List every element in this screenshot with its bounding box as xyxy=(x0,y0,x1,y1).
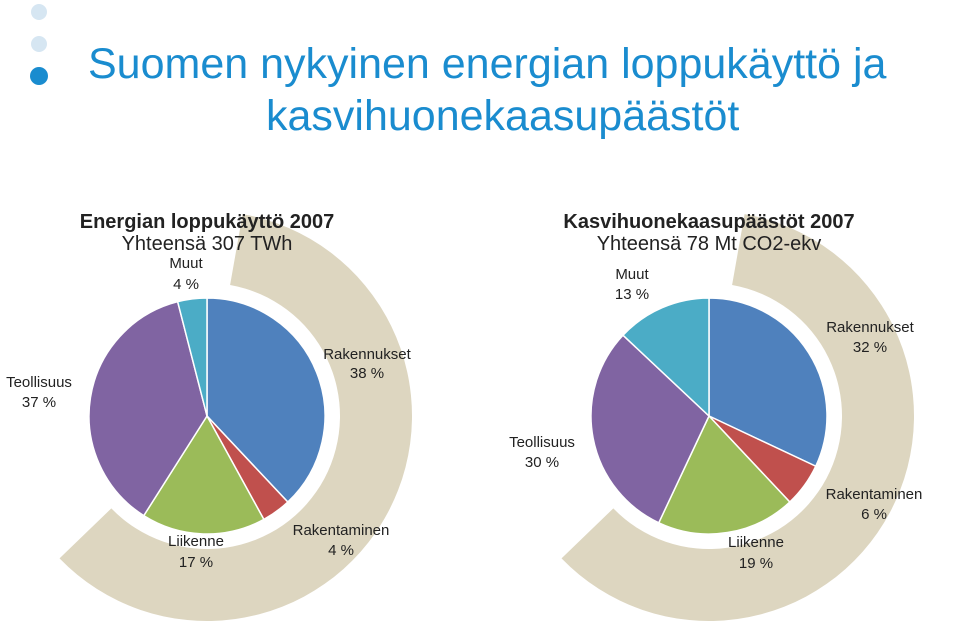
slice-label-muut: Muut xyxy=(169,255,203,272)
slice-label-rakentaminen: Rakentaminen xyxy=(292,522,390,539)
chart-subtitle: Yhteensä 78 Mt CO2-ekv xyxy=(596,233,822,255)
slice-value-liikenne: 17 % xyxy=(178,554,214,571)
slice-label-liikenne: Liikenne xyxy=(728,534,784,551)
slice-value-rakennukset: 38 % xyxy=(349,365,385,382)
pie-chart-2 xyxy=(509,211,922,621)
slice-label-muut: Muut xyxy=(615,266,649,283)
slice-label-rakennukset: Rakennukset xyxy=(323,346,411,363)
slide-title-line-2: kasvihuonekaasupäästöt xyxy=(266,92,740,140)
pie-chart-1 xyxy=(6,211,412,621)
chart-title: Kasvihuonekaasupäästöt 2007 xyxy=(563,211,855,233)
slice-value-muut: 13 % xyxy=(614,286,650,303)
slice-value-liikenne: 19 % xyxy=(738,555,774,572)
slice-label-liikenne: Liikenne xyxy=(168,533,224,550)
slice-value-muut: 4 % xyxy=(173,276,199,293)
slice-value-rakennukset: 32 % xyxy=(852,339,888,356)
chart-title: Energian loppukäyttö 2007 xyxy=(79,211,335,233)
slice-label-rakentaminen: Rakentaminen xyxy=(825,486,923,503)
slice-label-teollisuus: Teollisuus xyxy=(509,434,575,451)
slice-label-rakennukset: Rakennukset xyxy=(826,319,914,336)
slice-value-rakentaminen: 6 % xyxy=(861,506,887,523)
slice-value-teollisuus: 30 % xyxy=(524,454,560,471)
slice-value-teollisuus: 37 % xyxy=(21,394,57,411)
slice-value-rakentaminen: 4 % xyxy=(328,542,354,559)
slide-title-line-1: Suomen nykyinen energian loppukäyttö ja xyxy=(88,40,887,88)
slice-label-teollisuus: Teollisuus xyxy=(6,374,72,391)
chart-subtitle: Yhteensä 307 TWh xyxy=(121,233,293,255)
